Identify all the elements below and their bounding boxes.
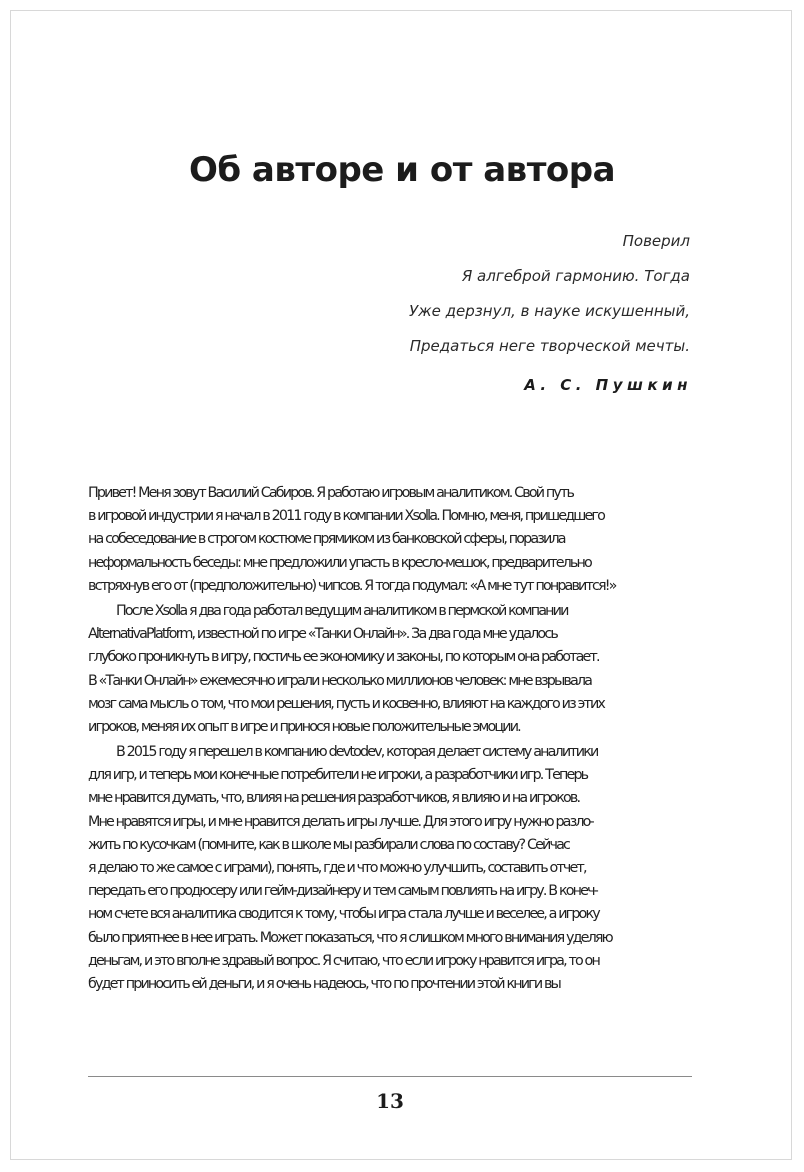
text-line: деньгам, и это вполне здравый вопрос. Я считаю, что если игроку нравится игра, то он (88, 952, 599, 969)
text-line: Мне нравятся игры, и мне нравится делать игры лучше. Для этого игру нужно разло- (88, 813, 593, 830)
text-line: В «Танки Онлайн» ежемесячно играли несколько миллионов человек: мне взрывала (88, 672, 592, 689)
paragraph (88, 600, 696, 739)
epigraph-line: Я алгеброй гармонию. Тогда (461, 267, 690, 285)
body-text (88, 482, 696, 996)
footer-divider (88, 1076, 692, 1077)
text-line: После Xsolla я два года работал ведущим аналитиком в пермской компании (116, 602, 568, 619)
text-line: мне нравится думать, что, влияя на решения разработчиков, я влияю и на игроков. (88, 790, 580, 807)
page-number: 13 (376, 1089, 404, 1113)
text-line: для игр, и теперь мои конечные потребители не игроки, а разработчики игр. Теперь (88, 767, 588, 784)
text-line: встряхнув его от (предположительно) чипсов. Я тогда подумал: «А мне тут понравится!» (88, 577, 616, 594)
epigraph-line: Поверил (622, 232, 690, 250)
text-line: В 2015 году я перешел в компанию devtodev, которая делает систему аналитики (116, 744, 598, 761)
paragraph (88, 741, 696, 996)
paragraph (88, 482, 696, 598)
text-line: AlternativaPlatform, известной по игре «Танки Онлайн». За два года мне удалось (88, 626, 557, 643)
text-line: глубоко проникнуть в игру, постичь ее экономику и законы, по которым она работает. (88, 649, 599, 666)
epigraph-line: Уже дерзнул, в науке искушенный, (409, 302, 690, 320)
text-line: в игровой индустрии я начал в 2011 году в компании Xsolla. Помню, меня, пришедшего (88, 508, 604, 525)
text-line: жить по кусочкам (помните, как в школе мы разбирали слова по составу? Сейчас (88, 836, 569, 853)
text-line: Привет! Меня зовут Василий Сабиров. Я работаю игровым аналитиком. Свой путь (88, 485, 574, 501)
text-line: передать его продюсеру или гейм-дизайнеру и тем самым повлиять на игру. В конеч- (88, 883, 597, 900)
epigraph-line: Предаться неге творческой мечты. (409, 337, 690, 355)
text-line: мозг сама мысль о том, что мои решения, пусть и косвенно, влияют на каждого из этих (88, 695, 605, 712)
text-line: будет приносить ей деньги, и я очень надеюсь, что по прочтении этой книги вы (88, 975, 560, 992)
epigraph (409, 224, 690, 364)
text-line: было приятнее в нее играть. Может показаться, что я слишком много внимания уделяю (88, 929, 612, 946)
epigraph-author: А. С. Пушкин (524, 376, 692, 394)
text-line: я делаю то же самое с играми), понять, где и что можно улучшить, составить отчет, (88, 860, 586, 876)
text-line: игроков, меняя их опыт в игре и принося новые положительные эмоции. (88, 718, 520, 735)
text-line: неформальность беседы: мне предложили упасть в кресло-мешок, предварительно (88, 554, 591, 571)
text-line: ном счете вся аналитика сводится к тому, чтобы игра стала лучше и веселее, а игроку (88, 906, 599, 923)
chapter-title: Об авторе и от автора (188, 150, 616, 190)
text-line: на собеседование в строгом костюме прямиком из банковской сферы, поразила (88, 531, 565, 548)
